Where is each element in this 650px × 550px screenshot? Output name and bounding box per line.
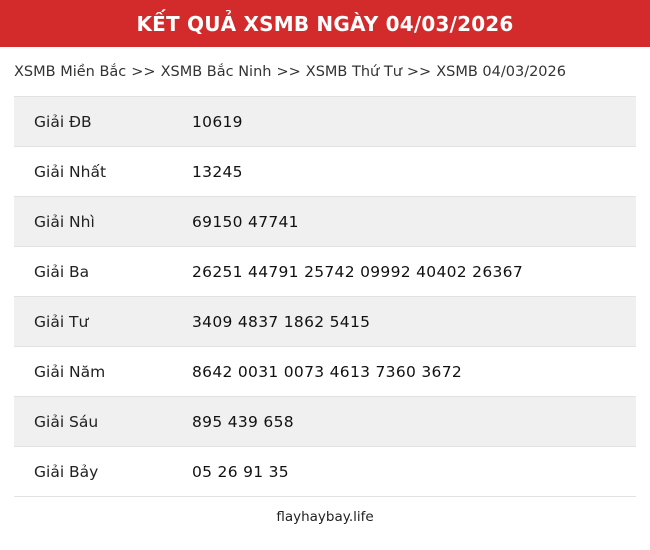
table-row bbox=[14, 147, 636, 197]
prize-label: Giải Tư bbox=[34, 312, 89, 331]
results-table bbox=[14, 96, 636, 497]
table-row bbox=[14, 397, 636, 447]
page-title: KẾT QUẢ XSMB NGÀY 04/03/2026 bbox=[136, 11, 514, 36]
prize-numbers: 8642 0031 0073 4613 7360 3672 bbox=[192, 362, 463, 381]
table-row bbox=[14, 447, 636, 497]
prize-numbers: 895 439 658 bbox=[192, 412, 294, 431]
prize-numbers: 69150 47741 bbox=[192, 212, 299, 231]
table-row bbox=[14, 247, 636, 297]
breadcrumb-separator: >> bbox=[406, 63, 432, 80]
page-footer bbox=[0, 497, 650, 550]
table-row bbox=[14, 197, 636, 247]
table-row bbox=[14, 347, 636, 397]
breadcrumb-separator: >> bbox=[276, 63, 301, 80]
prize-numbers: 05 26 91 35 bbox=[192, 462, 289, 481]
breadcrumb-item-2[interactable]: XSMB Bắc Ninh bbox=[160, 63, 272, 80]
prize-label: Giải Nhất bbox=[34, 162, 107, 181]
prize-label: Giải Ba bbox=[34, 262, 90, 281]
breadcrumb-separator: >> bbox=[131, 63, 156, 80]
site-link[interactable]: flayhaybay.life bbox=[276, 508, 374, 525]
breadcrumb-item-1[interactable]: XSMB Miền Bắc bbox=[14, 63, 127, 80]
breadcrumb-item-4[interactable]: XSMB 04/03/2026 bbox=[436, 63, 566, 80]
prize-label: Giải Bảy bbox=[34, 462, 99, 481]
prize-label: Giải Sáu bbox=[34, 412, 99, 431]
page-header bbox=[0, 0, 650, 47]
prize-numbers: 26251 44791 25742 09992 40402 26367 bbox=[192, 262, 523, 281]
breadcrumb bbox=[0, 47, 650, 96]
prize-numbers: 3409 4837 1862 5415 bbox=[192, 312, 371, 331]
breadcrumb-item-3[interactable]: XSMB Thứ Tư bbox=[305, 63, 402, 80]
prize-numbers: 10619 bbox=[192, 112, 243, 131]
prize-numbers: 13245 bbox=[192, 162, 243, 181]
table-row bbox=[14, 297, 636, 347]
prize-label: Giải ĐB bbox=[34, 112, 92, 131]
prize-label: Giải Nhì bbox=[34, 212, 95, 231]
prize-label: Giải Năm bbox=[34, 362, 106, 381]
table-row bbox=[14, 97, 636, 147]
